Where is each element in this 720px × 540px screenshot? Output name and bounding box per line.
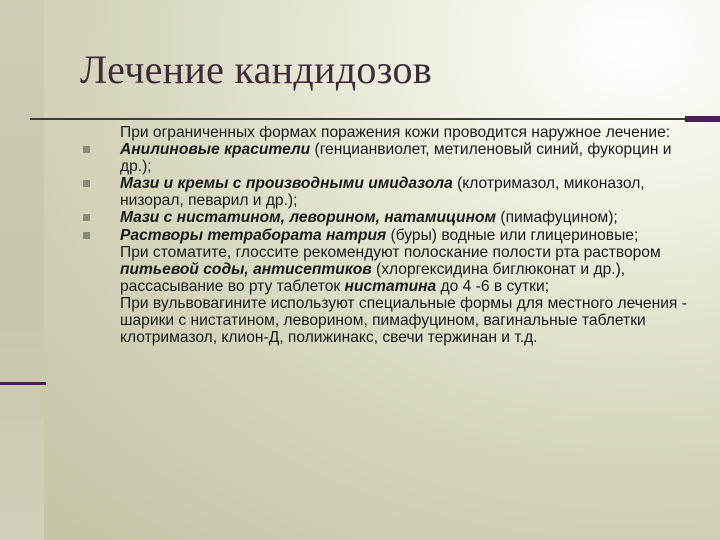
bullet-emphasis: Анилиновые красители <box>120 141 311 159</box>
stomatitis-emphasis-1: питьевой соды, антисептиков <box>120 260 372 278</box>
slide-title: Лечение кандидозов <box>80 47 433 92</box>
bullet-text: (клотримазол, миконазол, низорал, певарил и др.); <box>120 175 645 210</box>
bullet-text: (генцианвиолет, метиленовый синий, фукорцин и др.); <box>120 141 672 176</box>
bullet-item <box>80 209 700 226</box>
bullet-emphasis: Растворы тетрабората натрия <box>120 226 387 244</box>
bullet-item <box>80 227 700 244</box>
vulvovaginitis-paragraph: При вульвовагините используют специальные формы для местного лечения - шарики с нистатином, леворином, пимафуцином, вагинальные таблетки клотримазол, клион-Д, полижинакс, свечи тержинан и т.д. <box>120 294 687 347</box>
slide-body <box>80 124 700 346</box>
stomatitis-text-1: При стоматите, глоссите рекомендуют полоскание полости рта раствором <box>120 243 661 261</box>
title-underline-accent <box>685 116 720 122</box>
square-bullet-icon <box>83 232 90 239</box>
square-bullet-icon <box>83 146 90 153</box>
stomatitis-text-3: до 4 -6 в сутки; <box>436 277 550 295</box>
title-underline <box>30 118 720 120</box>
bullet-text: (буры) водные или глицериновые; <box>386 226 639 244</box>
left-accent-line <box>0 382 46 385</box>
stomatitis-emphasis-2: нистатина <box>344 277 437 295</box>
bullet-item <box>80 175 700 209</box>
stomatitis-paragraph <box>80 244 700 295</box>
stomatitis-text-2: (хлоргексидина биглюконат и др.), рассасывание во рту таблеток <box>120 260 626 295</box>
intro-paragraph: При ограниченных формах поражения кожи проводится наружное лечение: <box>120 124 671 141</box>
bullet-item <box>80 141 700 175</box>
bullet-text: (пимафуцином); <box>496 209 618 227</box>
left-decor-bar <box>0 0 44 540</box>
bullet-emphasis: Мази с нистатином, леворином, натамицином <box>120 209 497 227</box>
square-bullet-icon <box>83 214 90 221</box>
bullet-emphasis: Мази и кремы с производными имидазола <box>120 175 453 193</box>
square-bullet-icon <box>83 180 90 187</box>
